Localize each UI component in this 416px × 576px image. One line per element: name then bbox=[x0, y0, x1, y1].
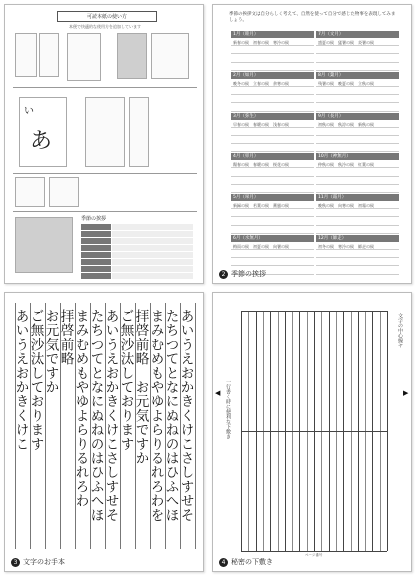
greeting-row bbox=[231, 218, 399, 225]
page-caption-label: 秘密の下敷き bbox=[231, 558, 273, 566]
greeting-cell bbox=[316, 178, 399, 185]
greeting-row bbox=[231, 88, 399, 95]
table-row bbox=[81, 238, 193, 244]
page-seasonal-greetings bbox=[212, 4, 412, 284]
sample-sheet-thumbnail bbox=[39, 33, 59, 77]
greeting-row bbox=[231, 121, 399, 128]
sample-text-column: お元気ですか bbox=[42, 309, 59, 395]
table-row bbox=[81, 259, 193, 265]
greeting-cell bbox=[231, 178, 314, 185]
greeting-cell bbox=[231, 88, 314, 95]
month-header-row bbox=[231, 194, 399, 201]
section-divider bbox=[13, 211, 197, 212]
greeting-cell bbox=[316, 267, 399, 274]
greeting-row bbox=[231, 145, 399, 152]
month-greeting-grid bbox=[231, 31, 399, 276]
month-header: 12月（師走） bbox=[316, 235, 399, 242]
greeting-cell bbox=[316, 210, 399, 217]
underlay-hint: 一行書く時に便利な下敷き bbox=[225, 379, 231, 439]
sample-text-column: あいうえおかきくけこ bbox=[12, 309, 29, 451]
greeting-cell bbox=[316, 218, 399, 225]
center-line-hint: 文字の中心線ヤ bbox=[397, 313, 403, 348]
month-header: 2月（如月） bbox=[231, 72, 314, 79]
sample-sheet-thumbnail bbox=[15, 33, 37, 77]
intro-text: 季節の挨拶文は自分らしく考えて、自然を使って自分で感じた物事を表現してみましょう。 bbox=[229, 12, 396, 23]
month-header: 11月（霜月） bbox=[316, 194, 399, 201]
greeting-cell bbox=[316, 145, 399, 152]
table-heading: 季節の挨拶 bbox=[81, 216, 107, 222]
sample-text-column: たちつてとなにぬねのはひふへほ bbox=[162, 309, 179, 522]
guide-line-field bbox=[241, 311, 387, 551]
ruled-line bbox=[195, 303, 196, 549]
page-footnote: ページ番号 bbox=[305, 553, 323, 557]
page-caption-label: 季節の挨拶 bbox=[231, 270, 266, 278]
sample-sheet-thumbnail bbox=[15, 177, 45, 207]
sample-sheet-thumbnail bbox=[151, 33, 189, 79]
greeting-cell bbox=[231, 47, 314, 54]
greeting-cell bbox=[231, 169, 314, 176]
month-header: 9月（長月） bbox=[316, 113, 399, 120]
greeting-cell bbox=[316, 169, 399, 176]
table-row bbox=[81, 245, 193, 251]
greeting-cell bbox=[231, 251, 314, 258]
greeting-row bbox=[231, 137, 399, 144]
small-character: い bbox=[24, 106, 34, 117]
greeting-row bbox=[231, 39, 399, 46]
page-guide-underlay bbox=[212, 292, 412, 572]
greeting-cell bbox=[231, 186, 314, 193]
greeting-cell: 初秋の候 秋涼の候 新秋の候 bbox=[316, 121, 399, 128]
page-number-badge: 3 bbox=[11, 558, 20, 567]
greeting-cell bbox=[316, 104, 399, 111]
sample-text-column: まみむめもやゆよらりるれろわを bbox=[147, 309, 164, 522]
page-title: 可読本紙の使い方 bbox=[57, 11, 157, 22]
greeting-row bbox=[231, 161, 399, 168]
month-header: 5月（皐月） bbox=[231, 194, 314, 201]
sample-sheet-thumbnail bbox=[15, 217, 73, 273]
table-row bbox=[81, 224, 193, 230]
sample-sheet-thumbnail bbox=[129, 97, 149, 167]
greeting-row bbox=[231, 47, 399, 54]
greeting-cell bbox=[316, 137, 399, 144]
section-divider bbox=[13, 173, 197, 174]
month-header: 3月（弥生） bbox=[231, 113, 314, 120]
month-header: 1月（睦月） bbox=[231, 31, 314, 38]
sample-text-column: ご無沙汰しております bbox=[117, 309, 134, 451]
greeting-row bbox=[231, 259, 399, 266]
sample-text-column: 拝啓前略 お元気ですか bbox=[132, 309, 149, 466]
month-header: 4月（卯月） bbox=[231, 153, 314, 160]
greeting-row bbox=[231, 186, 399, 193]
greeting-cell: 残暑の候 晩夏の候 立秋の候 bbox=[316, 80, 399, 87]
month-header: 10月（神無月） bbox=[316, 153, 399, 160]
greeting-cell bbox=[231, 137, 314, 144]
greeting-cell bbox=[316, 259, 399, 266]
greeting-row bbox=[231, 55, 399, 62]
month-header-row bbox=[231, 113, 399, 120]
sample-sheet-thumbnail bbox=[85, 97, 125, 167]
month-header-row bbox=[231, 72, 399, 79]
greeting-cell bbox=[316, 227, 399, 234]
sample-text-column: まみむめもやゆよらりるれろわ bbox=[72, 309, 89, 508]
sample-text-column: あいうえおかきくけこさしすせそ bbox=[177, 309, 194, 522]
greeting-cell bbox=[231, 64, 314, 71]
greeting-row bbox=[231, 129, 399, 136]
greeting-row bbox=[231, 227, 399, 234]
greeting-row bbox=[231, 80, 399, 87]
page-caption bbox=[11, 557, 65, 567]
greeting-cell bbox=[316, 64, 399, 71]
greeting-cell bbox=[316, 129, 399, 136]
month-header: 7月（文月） bbox=[316, 31, 399, 38]
greeting-cell: 新緑の候 若葉の候 薫風の候 bbox=[231, 202, 314, 209]
greeting-cell: 初冬の候 寒冷の候 師走の候 bbox=[316, 243, 399, 250]
greeting-row bbox=[231, 64, 399, 71]
arrow-left-icon: ◀ bbox=[215, 389, 221, 397]
month-header-row bbox=[231, 31, 399, 38]
table-row bbox=[81, 252, 193, 258]
greeting-row bbox=[231, 243, 399, 250]
greeting-cell bbox=[231, 145, 314, 152]
greeting-cell: 仲秋の候 秋冷の候 紅葉の候 bbox=[316, 161, 399, 168]
page-character-samples bbox=[4, 292, 204, 572]
greeting-cell: 盛夏の候 猛暑の候 炎暑の候 bbox=[316, 39, 399, 46]
page-subtitle: 本便で快適的な使用方を追加しています bbox=[69, 24, 141, 29]
sample-sheet-thumbnail bbox=[117, 33, 147, 79]
section-divider bbox=[13, 87, 197, 88]
page-caption-label: 文字のお手本 bbox=[23, 558, 65, 566]
greeting-cell bbox=[316, 186, 399, 193]
guide-horizontal-line bbox=[241, 311, 387, 312]
greeting-row bbox=[231, 210, 399, 217]
month-header: 8月（葉月） bbox=[316, 72, 399, 79]
page-number-badge: 4 bbox=[219, 558, 228, 567]
page-caption bbox=[219, 557, 273, 567]
greeting-cell bbox=[231, 129, 314, 136]
greeting-cell: 晩冬の候 立春の候 余寒の候 bbox=[231, 80, 314, 87]
greeting-row bbox=[231, 96, 399, 103]
handwriting-sample-area bbox=[12, 303, 194, 549]
table-row bbox=[81, 273, 193, 279]
sample-text-column: 拝啓前略 bbox=[57, 309, 74, 366]
page-number-badge: 2 bbox=[219, 270, 228, 279]
page-usage-guide bbox=[4, 4, 204, 284]
sample-text-column: ご無沙汰しております bbox=[27, 309, 44, 451]
greeting-cell bbox=[231, 227, 314, 234]
sample-text-column: あいうえおかきくけこさしすせそ bbox=[102, 309, 119, 522]
page-caption bbox=[219, 269, 266, 279]
greeting-cell bbox=[231, 96, 314, 103]
greeting-cell bbox=[316, 251, 399, 258]
greeting-cell bbox=[231, 104, 314, 111]
guide-vertical-line bbox=[387, 311, 388, 551]
table-row bbox=[81, 266, 193, 272]
greeting-cell: 陽春の候 春暖の候 桜花の候 bbox=[231, 161, 314, 168]
greeting-cell: 晩秋の候 向寒の候 初霜の候 bbox=[316, 202, 399, 209]
greeting-cell bbox=[316, 88, 399, 95]
greeting-cell: 梅雨の候 初夏の候 向暑の候 bbox=[231, 243, 314, 250]
greeting-row bbox=[231, 104, 399, 111]
greeting-cell bbox=[316, 55, 399, 62]
greeting-cell bbox=[231, 259, 314, 266]
greeting-row bbox=[231, 169, 399, 176]
month-header-row bbox=[231, 153, 399, 160]
greeting-cell bbox=[231, 218, 314, 225]
greeting-cell bbox=[316, 96, 399, 103]
greeting-cell bbox=[231, 55, 314, 62]
table-row bbox=[81, 231, 193, 237]
sample-sheet-thumbnail bbox=[49, 177, 79, 207]
seasonal-table bbox=[81, 215, 193, 280]
month-header-row bbox=[231, 235, 399, 242]
greeting-cell: 新春の候 初春の候 寒冷の候 bbox=[231, 39, 314, 46]
month-header: 6月（水無月） bbox=[231, 235, 314, 242]
greeting-cell bbox=[231, 210, 314, 217]
guide-horizontal-line bbox=[241, 551, 387, 552]
greeting-cell: 早春の候 春暖の候 浅春の候 bbox=[231, 121, 314, 128]
sample-text-column: たちつてとなにぬねのはひふへほ bbox=[87, 309, 104, 522]
sample-sheet-thumbnail bbox=[67, 33, 101, 81]
greeting-row bbox=[231, 202, 399, 209]
large-character-sample bbox=[19, 97, 67, 167]
greeting-row bbox=[231, 251, 399, 258]
greeting-row bbox=[231, 178, 399, 185]
arrow-right-icon: ▶ bbox=[403, 389, 409, 397]
guide-horizontal-line bbox=[241, 431, 387, 432]
large-character: あ bbox=[30, 129, 53, 154]
greeting-cell bbox=[316, 47, 399, 54]
